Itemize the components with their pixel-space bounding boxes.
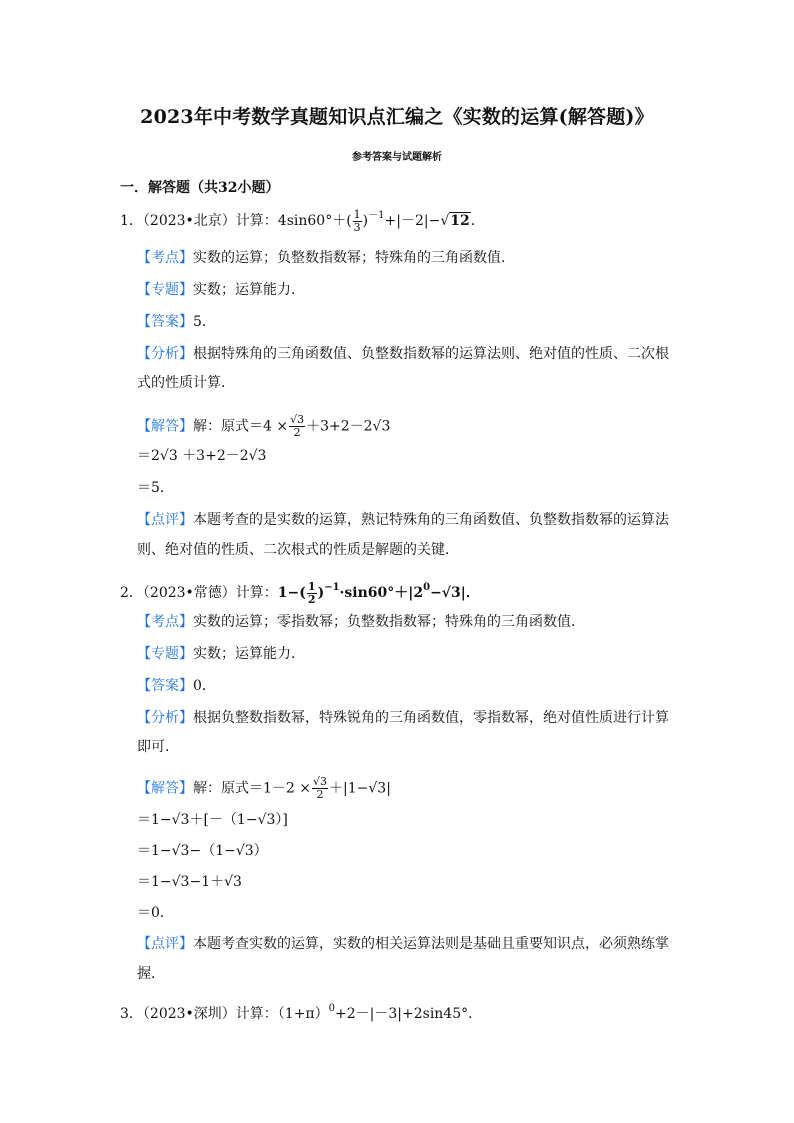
q2-zhuanti-text: 实数；运算能力． bbox=[193, 646, 305, 662]
q2-fenxi-text-1: 根据负整数指数幂，特殊锐角的三角函数值，零指数幂，绝对值性质进行计算 bbox=[193, 710, 669, 726]
q1-dianping-1 bbox=[137, 510, 669, 530]
q2-frac-num: 1 bbox=[307, 579, 316, 593]
q1-jieda-frac-den: 2 bbox=[293, 426, 301, 439]
q2-step-1: ＝1−√3＋[－（1−√3）] bbox=[137, 812, 288, 828]
q1-frac-den: 3 bbox=[353, 220, 361, 234]
q1-kaodian bbox=[137, 248, 515, 268]
q2-stem-expr: 1−( bbox=[277, 585, 306, 601]
q1-fenxi-1 bbox=[137, 344, 669, 364]
q1-dianping-2: 则、绝对值的性质、二次根式的性质是解题的关键． bbox=[137, 542, 459, 558]
page-subtitle: 参考答案与试题解析 bbox=[352, 152, 442, 163]
q1-stem-paren: ) bbox=[362, 213, 369, 229]
q2-step-2: ＝1−√3−（1−√3） bbox=[137, 843, 268, 859]
q1-fraction bbox=[353, 209, 362, 234]
q1-jieda-fraction bbox=[289, 414, 305, 439]
page-title: 2023年中考数学真题知识点汇编之《实数的运算(解答题)》 bbox=[140, 106, 654, 128]
q1-jieda-text: 解：原式＝4 × bbox=[193, 418, 289, 435]
tag-kaodian: 【考点】 bbox=[137, 614, 193, 630]
tag-zhuanti: 【专题】 bbox=[137, 646, 193, 662]
q1-stem-end: ． bbox=[470, 213, 485, 229]
q2-step-3: ＝1−√3−1＋√3 bbox=[137, 874, 242, 890]
q2-jieda bbox=[137, 776, 391, 801]
q1-fenxi-2: 式的性质计算． bbox=[137, 375, 235, 391]
tag-fenxi: 【分析】 bbox=[137, 346, 193, 362]
q1-jieda-rest: ＋3+2－2√3 bbox=[306, 418, 391, 435]
q2-fraction bbox=[307, 581, 317, 606]
tag-fenxi: 【分析】 bbox=[137, 710, 193, 726]
q1-answer bbox=[137, 312, 216, 332]
q1-frac-num: 1 bbox=[353, 207, 361, 221]
q2-exponent-zero: 0 bbox=[423, 582, 431, 593]
q1-stem-text: 1．（2023•北京）计算：4sin60°＋( bbox=[120, 213, 352, 229]
q1-fenxi-text-1: 根据特殊角的三角函数值、负整数指数幂的运算法则、绝对值的性质、二次根 bbox=[193, 346, 669, 362]
tag-dianping: 【点评】 bbox=[137, 936, 193, 952]
q2-dianping-text-1: 本题考查实数的运算，实数的相关运算法则是基础且重要知识点，必须熟练掌 bbox=[193, 936, 669, 952]
q3-stem-text: 3．（2023•深圳）计算：（1+π） bbox=[120, 1006, 329, 1022]
q3-stem bbox=[120, 999, 482, 1024]
section-heading: 一．解答题（共32小题） bbox=[120, 180, 280, 196]
tag-jieda: 【解答】 bbox=[137, 780, 193, 797]
q2-stem-paren: ) bbox=[317, 585, 325, 601]
q2-step-4: ＝0． bbox=[137, 905, 174, 921]
q2-exponent: −1 bbox=[324, 582, 340, 593]
q1-zhuanti-text: 实数；运算能力． bbox=[193, 282, 305, 298]
q2-kaodian bbox=[137, 612, 585, 632]
q1-exponent: －1 bbox=[368, 210, 385, 221]
q2-answer bbox=[137, 676, 216, 696]
q2-jieda-frac-den: 2 bbox=[316, 788, 324, 801]
q1-step-2: ＝5． bbox=[137, 480, 174, 496]
q2-zhuanti bbox=[137, 644, 305, 664]
q2-dianping-2: 握． bbox=[137, 966, 165, 982]
q1-answer-text: 5． bbox=[193, 314, 216, 330]
q2-dianping-1 bbox=[137, 934, 669, 954]
q1-radicand: 12 bbox=[450, 213, 470, 229]
tag-jieda: 【解答】 bbox=[137, 418, 193, 435]
q1-dianping-text-1: 本题考查的是实数的运算，熟记特殊角的三角函数值、负整数指数幂的运算法 bbox=[193, 512, 669, 528]
q1-jieda bbox=[137, 414, 390, 439]
q2-jieda-frac-num: √3 bbox=[313, 775, 328, 788]
q1-jieda-frac-num: √3 bbox=[290, 413, 305, 426]
tag-kaodian: 【考点】 bbox=[137, 250, 193, 266]
q1-stem-abs: +|－2|− bbox=[384, 213, 441, 229]
q1-zhuanti bbox=[137, 280, 305, 300]
q2-jieda-text: 解：原式＝1－2 × bbox=[193, 780, 311, 797]
q1-kaodian-text: 实数的运算；负整数指数幂；特殊角的三角函数值． bbox=[193, 250, 515, 266]
q3-stem-rest: +2－|－3|+2sin45°． bbox=[335, 1006, 483, 1022]
tag-daan: 【答案】 bbox=[137, 678, 193, 694]
q2-fenxi-2: 即可． bbox=[137, 739, 179, 755]
q2-frac-den: 2 bbox=[307, 592, 316, 606]
q2-answer-text: 0． bbox=[193, 678, 216, 694]
tag-daan: 【答案】 bbox=[137, 314, 193, 330]
q1-step-1: ＝2√3 ＋3+2－2√3 bbox=[137, 448, 267, 464]
q2-stem-sin: ·sin60°＋|2 bbox=[339, 585, 424, 601]
q1-stem: 1．（2023•北京）计算：4sin60°＋( $\frac{1}{3}$ )$^{-1}$+|－2|−√12． bbox=[120, 207, 485, 234]
q2-fenxi-1 bbox=[137, 708, 669, 728]
q2-jieda-rest: ＋|1−√3| bbox=[329, 780, 391, 797]
q2-stem-text: 2．（2023•常德）计算： bbox=[120, 585, 278, 601]
q2-stem-end: −√3|． bbox=[430, 585, 480, 601]
q3-exponent: 0 bbox=[328, 1003, 336, 1014]
tag-dianping: 【点评】 bbox=[137, 512, 193, 528]
q2-kaodian-text: 实数的运算；零指数幂；负整数指数幂；特殊角的三角函数值． bbox=[193, 614, 585, 630]
q2-stem bbox=[120, 578, 480, 606]
q2-jieda-fraction bbox=[312, 776, 328, 801]
tag-zhuanti: 【专题】 bbox=[137, 282, 193, 298]
